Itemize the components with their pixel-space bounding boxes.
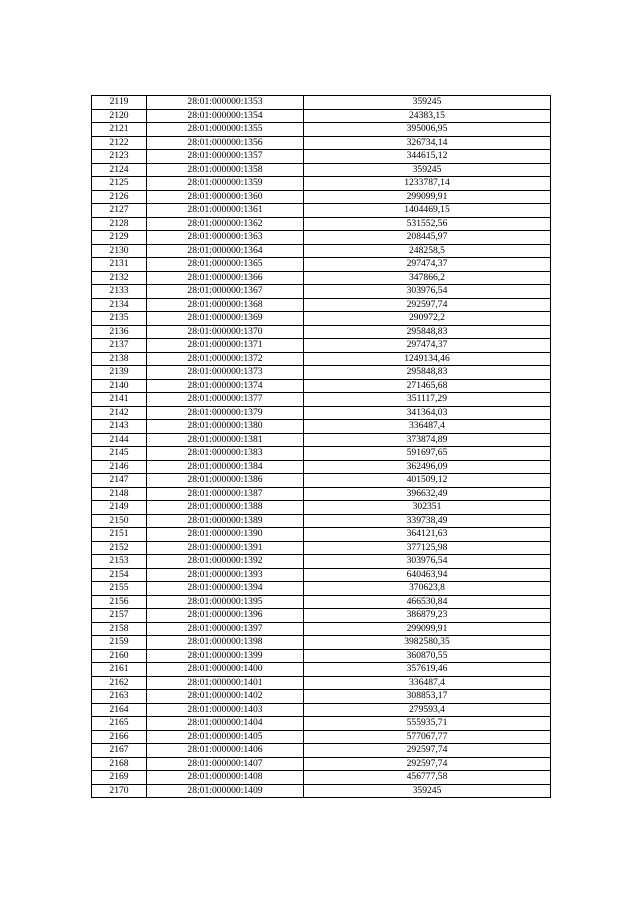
table-row bbox=[92, 109, 551, 123]
row-number-cell: 2139 bbox=[92, 366, 147, 380]
table-row bbox=[92, 784, 551, 798]
row-number-cell: 2133 bbox=[92, 285, 147, 299]
cadastral-number-cell: 28:01:000000:1379 bbox=[147, 406, 304, 420]
cadastral-value-cell: 336487,4 bbox=[304, 676, 551, 690]
row-number-cell: 2147 bbox=[92, 474, 147, 488]
cadastral-number-cell: 28:01:000000:1392 bbox=[147, 555, 304, 569]
cadastral-number-cell: 28:01:000000:1381 bbox=[147, 433, 304, 447]
cadastral-value-cell: 347866,2 bbox=[304, 271, 551, 285]
table-row bbox=[92, 514, 551, 528]
table-row bbox=[92, 757, 551, 771]
cadastral-number-cell: 28:01:000000:1372 bbox=[147, 352, 304, 366]
cadastral-value-cell: 362496,09 bbox=[304, 460, 551, 474]
row-number-cell: 2135 bbox=[92, 312, 147, 326]
table-row bbox=[92, 460, 551, 474]
cadastral-value-cell: 640463,94 bbox=[304, 568, 551, 582]
cadastral-number-cell: 28:01:000000:1369 bbox=[147, 312, 304, 326]
table-row bbox=[92, 379, 551, 393]
row-number-cell: 2165 bbox=[92, 717, 147, 731]
cadastral-number-cell: 28:01:000000:1365 bbox=[147, 258, 304, 272]
table-row bbox=[92, 649, 551, 663]
row-number-cell: 2142 bbox=[92, 406, 147, 420]
row-number-cell: 2148 bbox=[92, 487, 147, 501]
cadastral-value-cell: 555935,71 bbox=[304, 717, 551, 731]
row-number-cell: 2123 bbox=[92, 150, 147, 164]
row-number-cell: 2119 bbox=[92, 96, 147, 110]
cadastral-value-cell: 271465,68 bbox=[304, 379, 551, 393]
cadastral-value-table bbox=[91, 95, 551, 798]
cadastral-number-cell: 28:01:000000:1401 bbox=[147, 676, 304, 690]
table-row bbox=[92, 609, 551, 623]
cadastral-value-cell: 297474,37 bbox=[304, 339, 551, 353]
table-row bbox=[92, 541, 551, 555]
table-row bbox=[92, 204, 551, 218]
cadastral-value-cell: 208445,97 bbox=[304, 231, 551, 245]
cadastral-number-cell: 28:01:000000:1394 bbox=[147, 582, 304, 596]
table-row bbox=[92, 420, 551, 434]
row-number-cell: 2166 bbox=[92, 730, 147, 744]
cadastral-value-cell: 456777,58 bbox=[304, 771, 551, 785]
cadastral-number-cell: 28:01:000000:1409 bbox=[147, 784, 304, 798]
cadastral-value-cell: 295848,83 bbox=[304, 366, 551, 380]
cadastral-value-cell: 370623,8 bbox=[304, 582, 551, 596]
table-row bbox=[92, 690, 551, 704]
cadastral-value-cell: 308853,17 bbox=[304, 690, 551, 704]
cadastral-number-cell: 28:01:000000:1388 bbox=[147, 501, 304, 515]
cadastral-number-cell: 28:01:000000:1404 bbox=[147, 717, 304, 731]
cadastral-number-cell: 28:01:000000:1397 bbox=[147, 622, 304, 636]
table-row bbox=[92, 528, 551, 542]
cadastral-number-cell: 28:01:000000:1358 bbox=[147, 163, 304, 177]
cadastral-number-cell: 28:01:000000:1398 bbox=[147, 636, 304, 650]
cadastral-value-cell: 359245 bbox=[304, 784, 551, 798]
cadastral-value-cell: 359245 bbox=[304, 163, 551, 177]
cadastral-number-cell: 28:01:000000:1386 bbox=[147, 474, 304, 488]
cadastral-number-cell: 28:01:000000:1406 bbox=[147, 744, 304, 758]
cadastral-value-cell: 377125,98 bbox=[304, 541, 551, 555]
cadastral-value-cell: 591697,65 bbox=[304, 447, 551, 461]
row-number-cell: 2150 bbox=[92, 514, 147, 528]
cadastral-number-cell: 28:01:000000:1357 bbox=[147, 150, 304, 164]
table-row bbox=[92, 366, 551, 380]
table-row bbox=[92, 96, 551, 110]
cadastral-number-cell: 28:01:000000:1370 bbox=[147, 325, 304, 339]
row-number-cell: 2145 bbox=[92, 447, 147, 461]
cadastral-number-cell: 28:01:000000:1389 bbox=[147, 514, 304, 528]
cadastral-number-cell: 28:01:000000:1407 bbox=[147, 757, 304, 771]
cadastral-number-cell: 28:01:000000:1380 bbox=[147, 420, 304, 434]
cadastral-number-cell: 28:01:000000:1353 bbox=[147, 96, 304, 110]
row-number-cell: 2126 bbox=[92, 190, 147, 204]
row-number-cell: 2154 bbox=[92, 568, 147, 582]
table-row bbox=[92, 123, 551, 137]
row-number-cell: 2160 bbox=[92, 649, 147, 663]
cadastral-number-cell: 28:01:000000:1366 bbox=[147, 271, 304, 285]
cadastral-number-cell: 28:01:000000:1387 bbox=[147, 487, 304, 501]
table-row bbox=[92, 325, 551, 339]
cadastral-number-cell: 28:01:000000:1354 bbox=[147, 109, 304, 123]
row-number-cell: 2162 bbox=[92, 676, 147, 690]
cadastral-number-cell: 28:01:000000:1364 bbox=[147, 244, 304, 258]
cadastral-number-cell: 28:01:000000:1400 bbox=[147, 663, 304, 677]
table-row bbox=[92, 298, 551, 312]
cadastral-number-cell: 28:01:000000:1396 bbox=[147, 609, 304, 623]
table-row bbox=[92, 433, 551, 447]
table-row bbox=[92, 163, 551, 177]
cadastral-value-cell: 336487,4 bbox=[304, 420, 551, 434]
cadastral-value-cell: 295848,83 bbox=[304, 325, 551, 339]
cadastral-number-cell: 28:01:000000:1408 bbox=[147, 771, 304, 785]
cadastral-value-cell: 290972,2 bbox=[304, 312, 551, 326]
cadastral-value-cell: 466530,84 bbox=[304, 595, 551, 609]
row-number-cell: 2137 bbox=[92, 339, 147, 353]
cadastral-value-cell: 292597,74 bbox=[304, 298, 551, 312]
row-number-cell: 2169 bbox=[92, 771, 147, 785]
row-number-cell: 2161 bbox=[92, 663, 147, 677]
row-number-cell: 2128 bbox=[92, 217, 147, 231]
table-row bbox=[92, 717, 551, 731]
cadastral-value-cell: 395006,95 bbox=[304, 123, 551, 137]
cadastral-value-cell: 302351 bbox=[304, 501, 551, 515]
row-number-cell: 2157 bbox=[92, 609, 147, 623]
cadastral-number-cell: 28:01:000000:1374 bbox=[147, 379, 304, 393]
table-row bbox=[92, 744, 551, 758]
cadastral-value-cell: 299099,91 bbox=[304, 622, 551, 636]
cadastral-number-cell: 28:01:000000:1356 bbox=[147, 136, 304, 150]
table-row bbox=[92, 568, 551, 582]
cadastral-number-cell: 28:01:000000:1362 bbox=[147, 217, 304, 231]
row-number-cell: 2167 bbox=[92, 744, 147, 758]
cadastral-value-cell: 1249134,46 bbox=[304, 352, 551, 366]
table-row bbox=[92, 217, 551, 231]
row-number-cell: 2163 bbox=[92, 690, 147, 704]
table-row bbox=[92, 771, 551, 785]
cadastral-value-cell: 279593,4 bbox=[304, 703, 551, 717]
cadastral-number-cell: 28:01:000000:1371 bbox=[147, 339, 304, 353]
cadastral-value-cell: 297474,37 bbox=[304, 258, 551, 272]
row-number-cell: 2121 bbox=[92, 123, 147, 137]
cadastral-number-cell: 28:01:000000:1391 bbox=[147, 541, 304, 555]
table-row bbox=[92, 271, 551, 285]
cadastral-number-cell: 28:01:000000:1359 bbox=[147, 177, 304, 191]
row-number-cell: 2124 bbox=[92, 163, 147, 177]
table-row bbox=[92, 663, 551, 677]
row-number-cell: 2155 bbox=[92, 582, 147, 596]
row-number-cell: 2131 bbox=[92, 258, 147, 272]
cadastral-value-cell: 360870,55 bbox=[304, 649, 551, 663]
row-number-cell: 2120 bbox=[92, 109, 147, 123]
row-number-cell: 2152 bbox=[92, 541, 147, 555]
cadastral-value-cell: 531552,56 bbox=[304, 217, 551, 231]
row-number-cell: 2146 bbox=[92, 460, 147, 474]
table-row bbox=[92, 406, 551, 420]
table-row bbox=[92, 474, 551, 488]
row-number-cell: 2134 bbox=[92, 298, 147, 312]
row-number-cell: 2141 bbox=[92, 393, 147, 407]
row-number-cell: 2156 bbox=[92, 595, 147, 609]
cadastral-number-cell: 28:01:000000:1363 bbox=[147, 231, 304, 245]
cadastral-value-cell: 303976,54 bbox=[304, 285, 551, 299]
table-row bbox=[92, 501, 551, 515]
table-row bbox=[92, 636, 551, 650]
row-number-cell: 2159 bbox=[92, 636, 147, 650]
table-row bbox=[92, 231, 551, 245]
cadastral-value-cell: 292597,74 bbox=[304, 744, 551, 758]
cadastral-value-cell: 396632,49 bbox=[304, 487, 551, 501]
cadastral-number-cell: 28:01:000000:1384 bbox=[147, 460, 304, 474]
cadastral-value-cell: 3982580,35 bbox=[304, 636, 551, 650]
cadastral-value-cell: 351117,29 bbox=[304, 393, 551, 407]
table-body bbox=[92, 96, 551, 798]
row-number-cell: 2144 bbox=[92, 433, 147, 447]
cadastral-number-cell: 28:01:000000:1399 bbox=[147, 649, 304, 663]
table-row bbox=[92, 393, 551, 407]
table-row bbox=[92, 703, 551, 717]
cadastral-number-cell: 28:01:000000:1373 bbox=[147, 366, 304, 380]
cadastral-value-cell: 248258,5 bbox=[304, 244, 551, 258]
cadastral-value-cell: 299099,91 bbox=[304, 190, 551, 204]
cadastral-value-cell: 326734,14 bbox=[304, 136, 551, 150]
row-number-cell: 2149 bbox=[92, 501, 147, 515]
table-row bbox=[92, 352, 551, 366]
table-row bbox=[92, 190, 551, 204]
cadastral-value-cell: 341364,03 bbox=[304, 406, 551, 420]
table-row bbox=[92, 447, 551, 461]
cadastral-number-cell: 28:01:000000:1377 bbox=[147, 393, 304, 407]
cadastral-value-cell: 292597,74 bbox=[304, 757, 551, 771]
table-row bbox=[92, 622, 551, 636]
cadastral-value-cell: 373874,89 bbox=[304, 433, 551, 447]
cadastral-value-cell: 24383,15 bbox=[304, 109, 551, 123]
cadastral-number-cell: 28:01:000000:1355 bbox=[147, 123, 304, 137]
table-row bbox=[92, 582, 551, 596]
row-number-cell: 2136 bbox=[92, 325, 147, 339]
cadastral-value-cell: 339738,49 bbox=[304, 514, 551, 528]
table-row bbox=[92, 136, 551, 150]
cadastral-number-cell: 28:01:000000:1402 bbox=[147, 690, 304, 704]
table-row bbox=[92, 676, 551, 690]
table-row bbox=[92, 150, 551, 164]
cadastral-number-cell: 28:01:000000:1405 bbox=[147, 730, 304, 744]
table-row bbox=[92, 730, 551, 744]
row-number-cell: 2164 bbox=[92, 703, 147, 717]
row-number-cell: 2140 bbox=[92, 379, 147, 393]
table-row bbox=[92, 177, 551, 191]
cadastral-number-cell: 28:01:000000:1367 bbox=[147, 285, 304, 299]
cadastral-value-cell: 577067,77 bbox=[304, 730, 551, 744]
table-row bbox=[92, 339, 551, 353]
cadastral-value-cell: 303976,54 bbox=[304, 555, 551, 569]
row-number-cell: 2151 bbox=[92, 528, 147, 542]
row-number-cell: 2170 bbox=[92, 784, 147, 798]
table-row bbox=[92, 244, 551, 258]
cadastral-value-cell: 1233787,14 bbox=[304, 177, 551, 191]
cadastral-number-cell: 28:01:000000:1360 bbox=[147, 190, 304, 204]
table-row bbox=[92, 555, 551, 569]
row-number-cell: 2153 bbox=[92, 555, 147, 569]
cadastral-number-cell: 28:01:000000:1403 bbox=[147, 703, 304, 717]
cadastral-number-cell: 28:01:000000:1395 bbox=[147, 595, 304, 609]
cadastral-number-cell: 28:01:000000:1361 bbox=[147, 204, 304, 218]
row-number-cell: 2127 bbox=[92, 204, 147, 218]
cadastral-value-cell: 1404469,15 bbox=[304, 204, 551, 218]
row-number-cell: 2130 bbox=[92, 244, 147, 258]
table-row bbox=[92, 258, 551, 272]
table-row bbox=[92, 487, 551, 501]
cadastral-value-cell: 386879,23 bbox=[304, 609, 551, 623]
table-row bbox=[92, 285, 551, 299]
table-row bbox=[92, 595, 551, 609]
row-number-cell: 2143 bbox=[92, 420, 147, 434]
cadastral-value-cell: 344615,12 bbox=[304, 150, 551, 164]
row-number-cell: 2122 bbox=[92, 136, 147, 150]
row-number-cell: 2129 bbox=[92, 231, 147, 245]
row-number-cell: 2168 bbox=[92, 757, 147, 771]
cadastral-number-cell: 28:01:000000:1390 bbox=[147, 528, 304, 542]
cadastral-value-cell: 357619,46 bbox=[304, 663, 551, 677]
row-number-cell: 2132 bbox=[92, 271, 147, 285]
row-number-cell: 2138 bbox=[92, 352, 147, 366]
cadastral-value-cell: 401509,12 bbox=[304, 474, 551, 488]
cadastral-value-cell: 364121,63 bbox=[304, 528, 551, 542]
cadastral-number-cell: 28:01:000000:1383 bbox=[147, 447, 304, 461]
cadastral-number-cell: 28:01:000000:1368 bbox=[147, 298, 304, 312]
row-number-cell: 2125 bbox=[92, 177, 147, 191]
cadastral-number-cell: 28:01:000000:1393 bbox=[147, 568, 304, 582]
cadastral-value-cell: 359245 bbox=[304, 96, 551, 110]
row-number-cell: 2158 bbox=[92, 622, 147, 636]
table-row bbox=[92, 312, 551, 326]
